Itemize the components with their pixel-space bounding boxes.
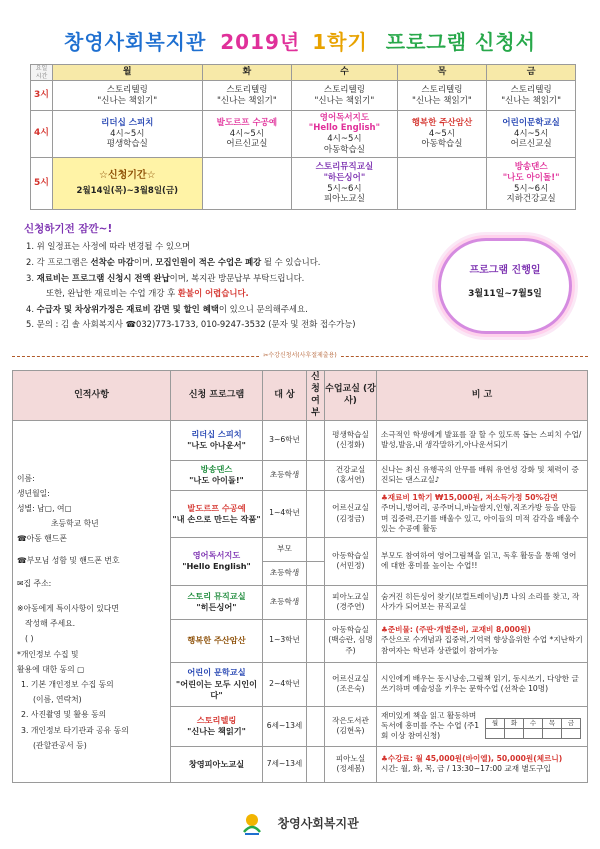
schedule-cell: 방송댄스 "나도 아이돌!" 5시~6시 지하건강교실 <box>487 158 576 210</box>
program-target: 초등학생 <box>263 460 307 490</box>
program-target: 부모 <box>263 537 307 561</box>
program-room: 피아노교실 (경주연) <box>325 585 377 619</box>
program-note: 시인에게 배우는 동시낭송,그림책 읽기, 동시쓰기, 다양한 글쓰기하며 예술성을 키우는 문학수업 (선착순 10명) <box>377 662 588 706</box>
header-target: 대 상 <box>263 371 307 421</box>
personal-info[interactable]: 이름: 생년월일: 성별: 남▢, 여▢ 초등학교 학년 ☎아동 핸드폰 ☎부모님 성함 및 핸드폰 번호 ✉집 주소: ※아동에게 특이사항이 있다면 작성해 주세요. ( ) *개인정보 수집 및 활용에 대한 동의 ▢ 1. 기본 개인정보 수집 동의 (이름, 연락처) 2. 사진촬영 및 활용 동의 3. 개인정보 타기관과 공유 동의 (관할관공서 등) <box>13 420 171 782</box>
program-target: 1~4학년 <box>263 490 307 537</box>
program-room: 평생학습실 (신정화) <box>325 420 377 460</box>
schedule-cell: 스토리텔링 "신나는 책읽기" <box>397 81 487 111</box>
time-label: 4시 <box>31 111 53 158</box>
page-title <box>0 26 600 55</box>
notice-line: 5. 문의 : 김 솔 사회복지사 ☎032)773-1733, 010-9247-3532 (문자 및 전화 접수가능) <box>26 319 356 330</box>
apply-check[interactable] <box>307 537 325 561</box>
schedule-cell: 스토리텔링 "신나는 책읽기" <box>292 81 397 111</box>
schedule-cell: 어린이문학교실 4시~5시 어르신교실 <box>487 111 576 158</box>
header-program: 신청 프로그램 <box>171 371 263 421</box>
program-note: 소극적인 학생에게 발표를 잘 할 수 있도록 돕는 스피치 수업/발성,발음,내 생각말하기,아나운서되기 <box>377 420 588 460</box>
header-info: 인적사항 <box>13 371 171 421</box>
schedule-table <box>30 64 576 210</box>
title-semester: 1학기 <box>312 30 368 54</box>
program-target: 2~4학년 <box>263 662 307 706</box>
footer-org-name: 창영사회복지관 <box>277 816 359 831</box>
program-name: 리더십 스피치 "나도 아나운서" <box>171 420 263 460</box>
schedule-cell: 리더십 스피치 4시~5시 평생학습실 <box>53 111 203 158</box>
program-name: 영어독서지도 "Hello English" <box>171 537 263 585</box>
program-period-badge: 프로그램 진행일 3월11일~7월5일 <box>438 238 572 334</box>
schedule-cell <box>202 158 292 210</box>
day-select-grid[interactable] <box>485 718 581 739</box>
time-label: 3시 <box>31 81 53 111</box>
day-option[interactable]: 금 <box>562 718 581 728</box>
day-option[interactable]: 목 <box>543 718 562 728</box>
program-note: 부모도 참여하여 영어그림책을 읽고, 독후 활동을 통해 영어에 대한 흥미를 높이는 수업!! <box>377 537 588 585</box>
schedule-cell: 스토리텔링 "신나는 책읽기" <box>53 81 203 111</box>
schedule-cell: 스토리텔링 "신나는 책읽기" <box>202 81 292 111</box>
day-option[interactable]: 화 <box>505 718 524 728</box>
header-note: 비 고 <box>377 371 588 421</box>
program-note: 재미있게 책을 읽고 활동하며 독서에 흥미를 주는 수업 (주1회 이상 참여신청) 월 화 수 목 금 <box>377 706 588 746</box>
apply-check[interactable] <box>307 706 325 746</box>
apply-check[interactable] <box>307 585 325 619</box>
program-name: 스토리 뮤직교실 "히든싱어" <box>171 585 263 619</box>
program-room: 어르신교실 (조은숙) <box>325 662 377 706</box>
apply-check[interactable] <box>307 746 325 782</box>
day-header: 월 <box>53 65 203 81</box>
org-logo-icon <box>241 812 263 836</box>
schedule-cell: 행복한 주산암산 4~5시 아동학습실 <box>397 111 487 158</box>
program-name: 행복한 주산암산 <box>171 619 263 662</box>
program-room: 어르신교실 (김정금) <box>325 490 377 537</box>
program-room: 피아노실 (정세봄) <box>325 746 377 782</box>
program-room: 아동학습실 (서민정) <box>325 537 377 585</box>
notice-line: 2. 각 프로그램은 선착순 마감이며, 모집인원이 적은 수업은 폐강 될 수 있습니다. <box>26 256 321 267</box>
program-target: 6세~13세 <box>263 706 307 746</box>
program-room: 건강교실 (홍서연) <box>325 460 377 490</box>
notice-line: 또한, 완납한 재료비는 수업 개강 후 환불이 어렵습니다. <box>46 288 249 299</box>
schedule-cell <box>397 158 487 210</box>
program-room: 아동학습실 (백승란, 심명주) <box>325 619 377 662</box>
program-note: ♣재료비 1학기 ₩15,000원, 저소득가정 50%감면 주머니,벙어리, 공주머니,바늘쌈지,인형,직조가방 등을 만들며 집중력,끈기를 배울수 있고, 아이들의 미적 감각을 배울수 있는 수공예 활동 <box>377 490 588 537</box>
program-room: 작은도서관 (김현옥) <box>325 706 377 746</box>
program-note: ♣수강료: 월 45,000원(바이엘), 50,000원(체르니) 시간: 월, 화, 목, 금 / 13:30~17:00 교재 별도구입 <box>377 746 588 782</box>
day-header: 금 <box>487 65 576 81</box>
program-target: 3~6학년 <box>263 420 307 460</box>
cut-line-label: ✂수강신청서(사후절제출용) <box>0 350 600 359</box>
schedule-cell: 발도르프 수공예 4시~5시 어르신교실 <box>202 111 292 158</box>
program-name: 어린이 문학교실 "어린이는 모두 시인이다" <box>171 662 263 706</box>
schedule-cell: 스토리텔링 "신나는 책읽기" <box>487 81 576 111</box>
program-note: 신나는 최신 유행곡의 안무를 배워 유연성 강화 및 체력이 증진되는 댄스교실♪ <box>377 460 588 490</box>
program-note: ♣준비물: (주판·개별준비, 교재비 8,000원) 주산으로 수개념과 집중력,기억력 향상을위한 수업 *지난학기 참여자는 학년과 상관없이 참여가능 <box>377 619 588 662</box>
day-header: 목 <box>397 65 487 81</box>
apply-check[interactable] <box>307 561 325 585</box>
program-name: 방송댄스 "나도 아이돌!" <box>171 460 263 490</box>
title-form: 프로그램 신청서 <box>385 30 536 54</box>
header-check: 신청 여부 <box>307 371 325 421</box>
apply-check[interactable] <box>307 460 325 490</box>
program-name: 창영피아노교실 <box>171 746 263 782</box>
schedule-corner: 요일 시간 <box>31 65 53 81</box>
time-label: 5시 <box>31 158 53 210</box>
program-target: 초등학생 <box>263 585 307 619</box>
program-note: 숨겨진 히든싱어 찾기(보컬트레이닝)♬ 나의 소리를 찾고, 작사가가 되어보는 뮤직교실 <box>377 585 588 619</box>
notice-section <box>12 220 432 333</box>
notice-line: 3. 재료비는 프로그램 신청시 전액 완납이며, 복지관 방문납부 부탁드립니다. <box>26 272 305 283</box>
schedule-cell: 영어독서지도 "Hello English" 4시~5시 아동학습실 <box>292 111 397 158</box>
notice-line: 1. 위 일정표는 사정에 따라 변경될 수 있으며 <box>26 241 191 252</box>
day-header: 수 <box>292 65 397 81</box>
application-form <box>12 370 588 783</box>
schedule-cell: 스토리뮤직교실 "하든싱어" 5시~6시 피아노교실 <box>292 158 397 210</box>
notice-line: 4. 수급자 및 차상위가정은 재료비 감면 및 할인 혜택이 있으니 문의해주세요. <box>26 303 308 314</box>
program-target: 1~3학년 <box>263 619 307 662</box>
apply-check[interactable] <box>307 619 325 662</box>
apply-check[interactable] <box>307 662 325 706</box>
application-period: ☆신청기간☆ 2월14일(목)~3월8일(금) <box>53 158 203 210</box>
title-org: 창영사회복지관 <box>64 30 207 54</box>
day-option[interactable]: 월 <box>486 718 505 728</box>
program-name: 발도르프 수공예 "내 손으로 만드는 작품" <box>171 490 263 537</box>
apply-check[interactable] <box>307 490 325 537</box>
footer <box>0 812 600 836</box>
program-name: 스토리텔링 "신나는 책읽기" <box>171 706 263 746</box>
program-target: 7세~13세 <box>263 746 307 782</box>
notice-heading: 신청하기전 잠깐~! <box>24 223 113 235</box>
day-header: 화 <box>202 65 292 81</box>
day-option[interactable]: 수 <box>524 718 543 728</box>
apply-check[interactable] <box>307 420 325 460</box>
header-room: 수업교실 (강사) <box>325 371 377 421</box>
program-target: 초등학생 <box>263 561 307 585</box>
title-year: 2019년 <box>220 30 301 54</box>
